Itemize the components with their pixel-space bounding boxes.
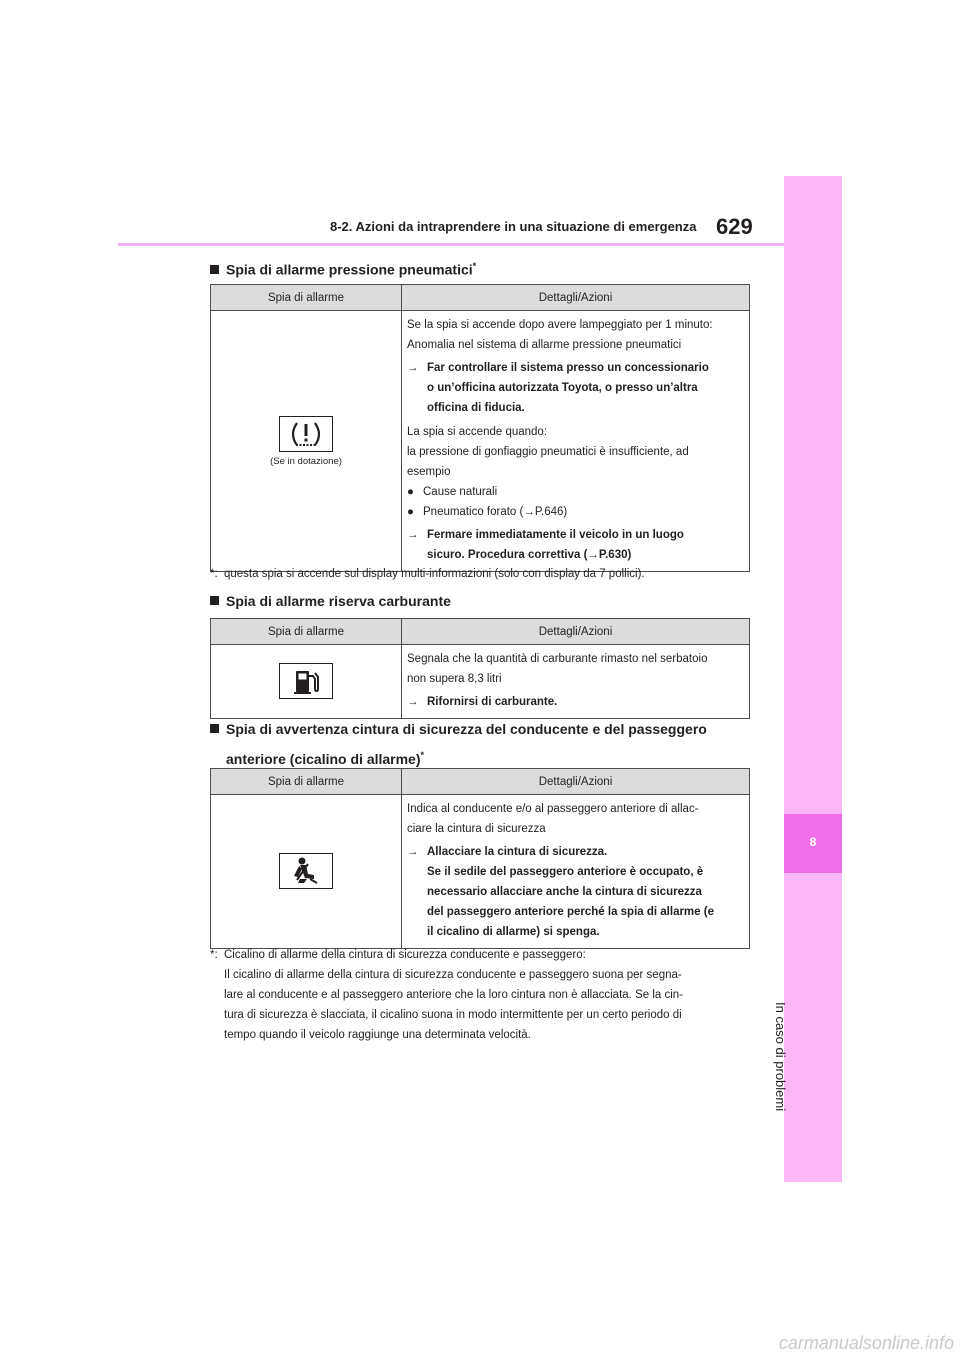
action-line: Fermare immediatamente il veicolo in un luogo	[427, 529, 684, 541]
bullet-text: Cause naturali	[423, 486, 498, 498]
action-line: Allacciare la cintura di sicurezza.	[427, 846, 608, 858]
footnote-text: lare al conducente e al passeggero anteriore che la loro cintura non è allacciata. Se la cin-	[224, 989, 684, 1001]
details-cell	[402, 795, 750, 949]
footnote-mark: *:	[210, 568, 218, 580]
action-line: il cicalino di allarme) si spenga.	[427, 926, 600, 938]
action-text	[427, 525, 684, 565]
footnote-tire-pressure	[210, 564, 750, 584]
action-line: officina di fiducia.	[427, 402, 525, 414]
icon-caption: (Se in dotazione)	[270, 455, 342, 467]
header-rule	[118, 243, 785, 246]
heading-square-marker	[210, 724, 219, 733]
details-cell	[402, 645, 750, 719]
footnote-seatbelt	[210, 945, 770, 1045]
col-header-details: Dettagli/Azioni	[402, 619, 750, 645]
detail-text: Segnala che la quantità di carburante rimasto nel serbatoio	[407, 653, 708, 665]
heading-text: anteriore (cicalino di allarme)	[226, 750, 421, 767]
action-line: necessario allacciare anche la cintura di sicurezza	[427, 886, 702, 898]
footnote-mark: *	[420, 750, 425, 760]
detail-text: non supera 8,3 litri	[407, 673, 502, 685]
action-line: o un’officina autorizzata Toyota, o presso un’altra	[427, 382, 698, 394]
seatbelt-reminder-icon	[279, 853, 333, 889]
section-heading-tire-pressure	[210, 253, 476, 283]
footnote-text: tura di sicurezza è slacciata, il cicalino suona in modo intermittente per un certo periodo di	[224, 1009, 682, 1021]
action-item	[407, 525, 745, 565]
fuel-low-icon	[279, 663, 333, 699]
heading-text: Spia di allarme pressione pneumatici	[226, 261, 473, 278]
detail-text: La spia si accende quando:	[407, 426, 548, 438]
action-line: Far controllare il sistema presso un concessionario	[427, 362, 709, 374]
action-line: Se il sedile del passeggero anteriore è occupato, è	[427, 866, 704, 878]
detail-text: Anomalia nel sistema di allarme pressione pneumatici	[407, 339, 682, 351]
action-text: Rifornirsi di carburante.	[427, 696, 558, 708]
heading-text: Spia di avvertenza cintura di sicurezza del conducente e del passeggero	[226, 721, 707, 737]
seatbelt-table	[210, 768, 750, 949]
icon-cell	[211, 795, 402, 949]
action-line: del passeggero anteriore perché la spia di allarme (e	[427, 906, 714, 918]
heading-square-marker	[210, 596, 219, 605]
footnote-text: Cicalino di allarme della cintura di sicurezza conducente e passeggero:	[224, 949, 586, 961]
chapter-label: In caso di problemi	[773, 1002, 788, 1112]
detail-text: la pressione di gonfiaggio pneumatici è insufficiente, ad	[407, 446, 689, 458]
page-number: 629	[716, 214, 753, 239]
action-text	[427, 842, 714, 942]
fuel-table	[210, 618, 750, 719]
bullet-item	[407, 502, 745, 522]
section-heading-seatbelt	[210, 716, 770, 772]
footnote-mark: *	[472, 261, 477, 271]
footnote-text: Il cicalino di allarme della cintura di sicurezza conducente e passeggero suona per segna-	[224, 969, 682, 981]
arrow-icon: →	[407, 362, 419, 374]
action-text	[427, 358, 709, 418]
detail-text: ciare la cintura di sicurezza	[407, 823, 546, 835]
tire-pressure-warning-icon	[279, 416, 333, 452]
chapter-number: 8	[809, 835, 817, 849]
footnote-text: tempo quando il veicolo raggiunge una determinata velocità.	[224, 1029, 531, 1041]
col-header-light: Spia di allarme	[211, 769, 402, 795]
section-heading-fuel	[210, 588, 451, 614]
arrow-icon: →	[407, 846, 419, 858]
icon-cell	[211, 311, 402, 572]
footnote-text: questa spia si accende sul display multi-informazioni (solo con display da 7 pollici).	[224, 568, 645, 580]
action-line: sicuro. Procedura correttiva (→P.630)	[427, 549, 632, 561]
bullet-icon: ●	[407, 506, 414, 518]
col-header-light: Spia di allarme	[211, 285, 402, 311]
bullet-item	[407, 482, 745, 502]
col-header-light: Spia di allarme	[211, 619, 402, 645]
icon-cell	[211, 645, 402, 719]
detail-text: Se la spia si accende dopo avere lampeggiato per 1 minuto:	[407, 319, 713, 331]
arrow-icon: →	[407, 696, 419, 708]
bullet-icon: ●	[407, 486, 414, 498]
watermark: carmanualsonline.info	[778, 1333, 954, 1353]
action-item	[407, 358, 745, 418]
arrow-icon: →	[407, 529, 419, 541]
details-cell	[402, 311, 750, 572]
bullet-text: Pneumatico forato (→P.646)	[423, 506, 568, 518]
detail-text: esempio	[407, 466, 451, 478]
chapter-side-tab	[784, 176, 842, 1182]
col-header-details: Dettagli/Azioni	[402, 285, 750, 311]
heading-text: Spia di allarme riserva carburante	[226, 593, 451, 609]
footnote-mark: *:	[210, 949, 218, 961]
detail-text: Indica al conducente e/o al passeggero anteriore di allac-	[407, 803, 699, 815]
heading-square-marker	[210, 265, 219, 274]
action-item	[407, 692, 745, 712]
section-header-title: 8-2. Azioni da intraprendere in una situazione di emergenza	[330, 219, 697, 234]
col-header-details: Dettagli/Azioni	[402, 769, 750, 795]
tire-pressure-table	[210, 284, 750, 572]
action-item	[407, 842, 745, 942]
